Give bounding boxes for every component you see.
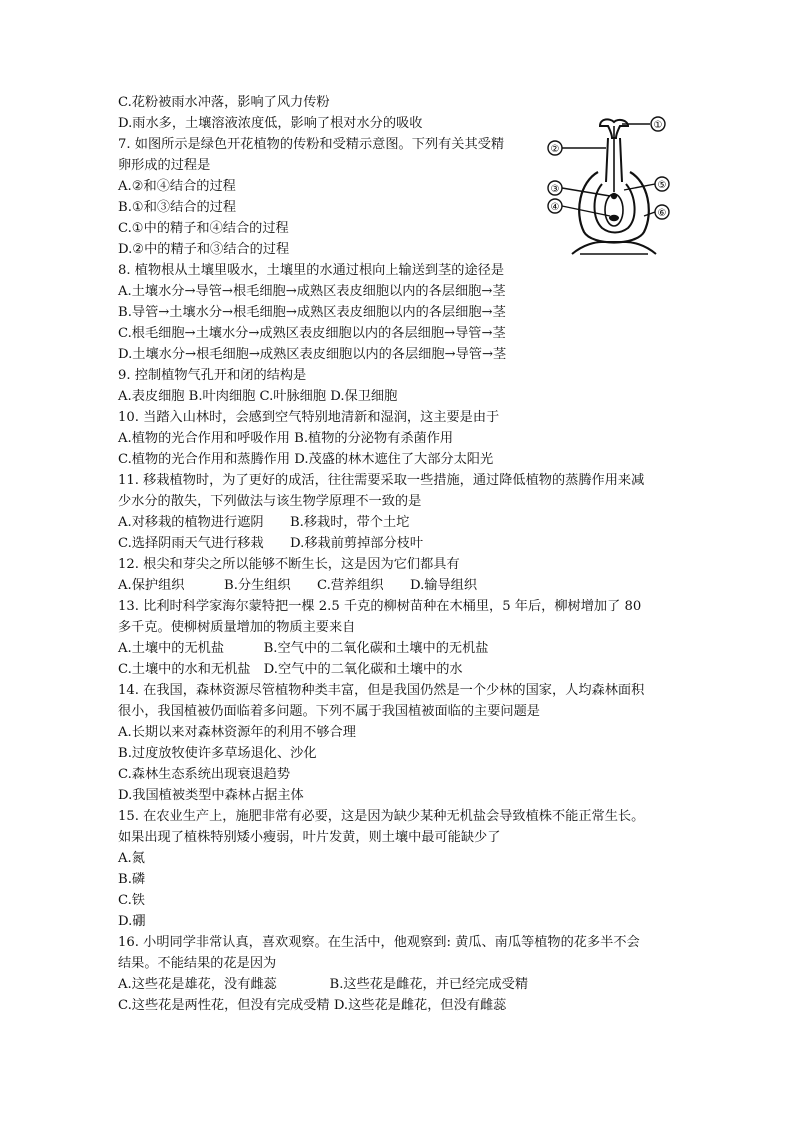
question-15-stem-cont: 如果出现了植株特别矮小瘦弱，叶片发黄，则土壤中最可能缺少了 [118,830,501,845]
label-1: ① [653,120,663,131]
question-8-stem: 8. 植物根从土壤里吸水，土壤里的水通过根向上输送到茎的途径是 [118,263,505,278]
flower-pistil-figure [540,112,688,264]
options-ab: A.土壤中的无机盐 B.空气中的二氧化碳和土壤中的无机盐 [118,641,489,656]
polar-nucleus [611,193,617,199]
options-cd: C.植物的光合作用和蒸腾作用 D.茂盛的林木遮住了大部分太阳光 [118,452,494,467]
option-c: C.铁 [118,893,145,908]
option-d: D.我国植被类型中森林占据主体 [118,788,304,803]
option-b: B.①和③结合的过程 [118,200,237,215]
question-11-stem-cont: 少水分的散失，下列做法与该生物学原理不一致的是 [118,494,422,509]
label-3: ③ [550,184,560,195]
question-9-options: A.表皮细胞 B.叶肉细胞 C.叶脉细胞 D.保卫细胞 [118,389,398,404]
text-line: C.花粉被雨水冲落，影响了风力传粉 [118,95,330,110]
options-cd: C.选择阴雨天气进行移栽 D.移栽前剪掉部分枝叶 [118,536,424,551]
option-b: B.过度放牧使许多草场退化、沙化 [118,746,317,761]
option-a: A.②和④结合的过程 [118,179,236,194]
label-5: ⑤ [657,180,667,191]
option-a: A.氮 [118,851,145,866]
question-12-stem: 12. 根尖和芽尖之所以能够不断生长，这是因为它们都具有 [118,557,460,572]
option-d: D.②中的精子和③结合的过程 [118,242,290,257]
question-13-stem: 13. 比利时科学家海尔蒙特把一棵 2.5 千克的柳树苗种在木桶里，5 年后，柳树增加了 80 [118,599,642,614]
option-c: C.森林生态系统出现衰退趋势 [118,767,291,782]
options-cd: C.土壤中的水和无机盐 D.空气中的二氧化碳和土壤中的水 [118,662,463,677]
question-16-stem-cont: 结果。不能结果的花是因为 [118,956,277,971]
option-c: C.①中的精子和④结合的过程 [118,221,289,236]
option-d: D.硼 [118,914,146,929]
question-16-stem: 16. 小明同学非常认真，喜欢观察。在生活中，他观察到: 黄瓜、南瓜等植物的花多半不会 [118,935,640,950]
option-a: A.长期以来对森林资源年的利用不够合理 [118,725,356,740]
option-c: C.根毛细胞→土壤水分→成熟区表皮细胞以内的各层细胞→导管→茎 [118,326,506,341]
question-14-stem-cont: 很小，我国植被仍面临着多问题。下列不属于我国植被面临的主要问题是 [118,704,540,719]
pollination-diagram [540,112,688,264]
options-cd: C.这些花是两性花，但没有完成受精 D.这些花是雌花，但没有雌蕊 [118,998,507,1013]
egg-cell [609,215,619,221]
question-7-stem: 7. 如图所示是绿色开花植物的传粉和受精示意图。下列有关其受精 [118,137,505,152]
options-ab: A.这些花是雄花，没有雌蕊 B.这些花是雌花，并已经完成受精 [118,977,529,992]
label-2: ② [550,144,560,155]
question-13-stem-cont: 多千克。使柳树质量增加的物质主要来自 [118,620,356,635]
text-line: D.雨水多，土壤溶液浓度低，影响了根对水分的吸收 [118,116,423,131]
question-14-stem: 14. 在我国，森林资源尽管植物种类丰富，但是我国仍然是一个少林的国家，人均森林面积 [118,683,645,698]
options-ab: A.对移栽的植物进行遮阴 B.移栽时，带个土坨 [118,515,410,530]
option-a: A.土壤水分→导管→根毛细胞→成熟区表皮细胞以内的各层细胞→茎 [118,284,506,299]
question-11-stem: 11. 移栽植物时，为了更好的成活，往往需要采取一些措施，通过降低植物的蒸腾作用来减 [118,473,645,488]
options-ab: A.植物的光合作用和呼吸作用 B.植物的分泌物有杀菌作用 [118,431,454,446]
option-d: D.土壤水分→根毛细胞→成熟区表皮细胞以内的各层细胞→导管→茎 [118,347,507,362]
question-7-stem-cont: 卵形成的过程是 [118,158,211,173]
option-b: B.磷 [118,872,146,887]
question-15-stem: 15. 在农业生产上，施肥非常有必要，这是因为缺少某种无机盐会导致植株不能正常生长。 [118,809,645,824]
label-6: ⑥ [657,208,667,219]
question-10-stem: 10. 当踏入山林时，会感到空气特别地清新和湿润，这主要是由于 [118,410,500,425]
option-b: B.导管→土壤水分→根毛细胞→成熟区表皮细胞以内的各层细胞→茎 [118,305,506,320]
label-4: ④ [550,202,560,213]
question-9-stem: 9. 控制植物气孔开和闭的结构是 [118,368,307,383]
question-12-options: A.保护组织 B.分生组织 C.营养组织 D.输导组织 [118,578,478,593]
